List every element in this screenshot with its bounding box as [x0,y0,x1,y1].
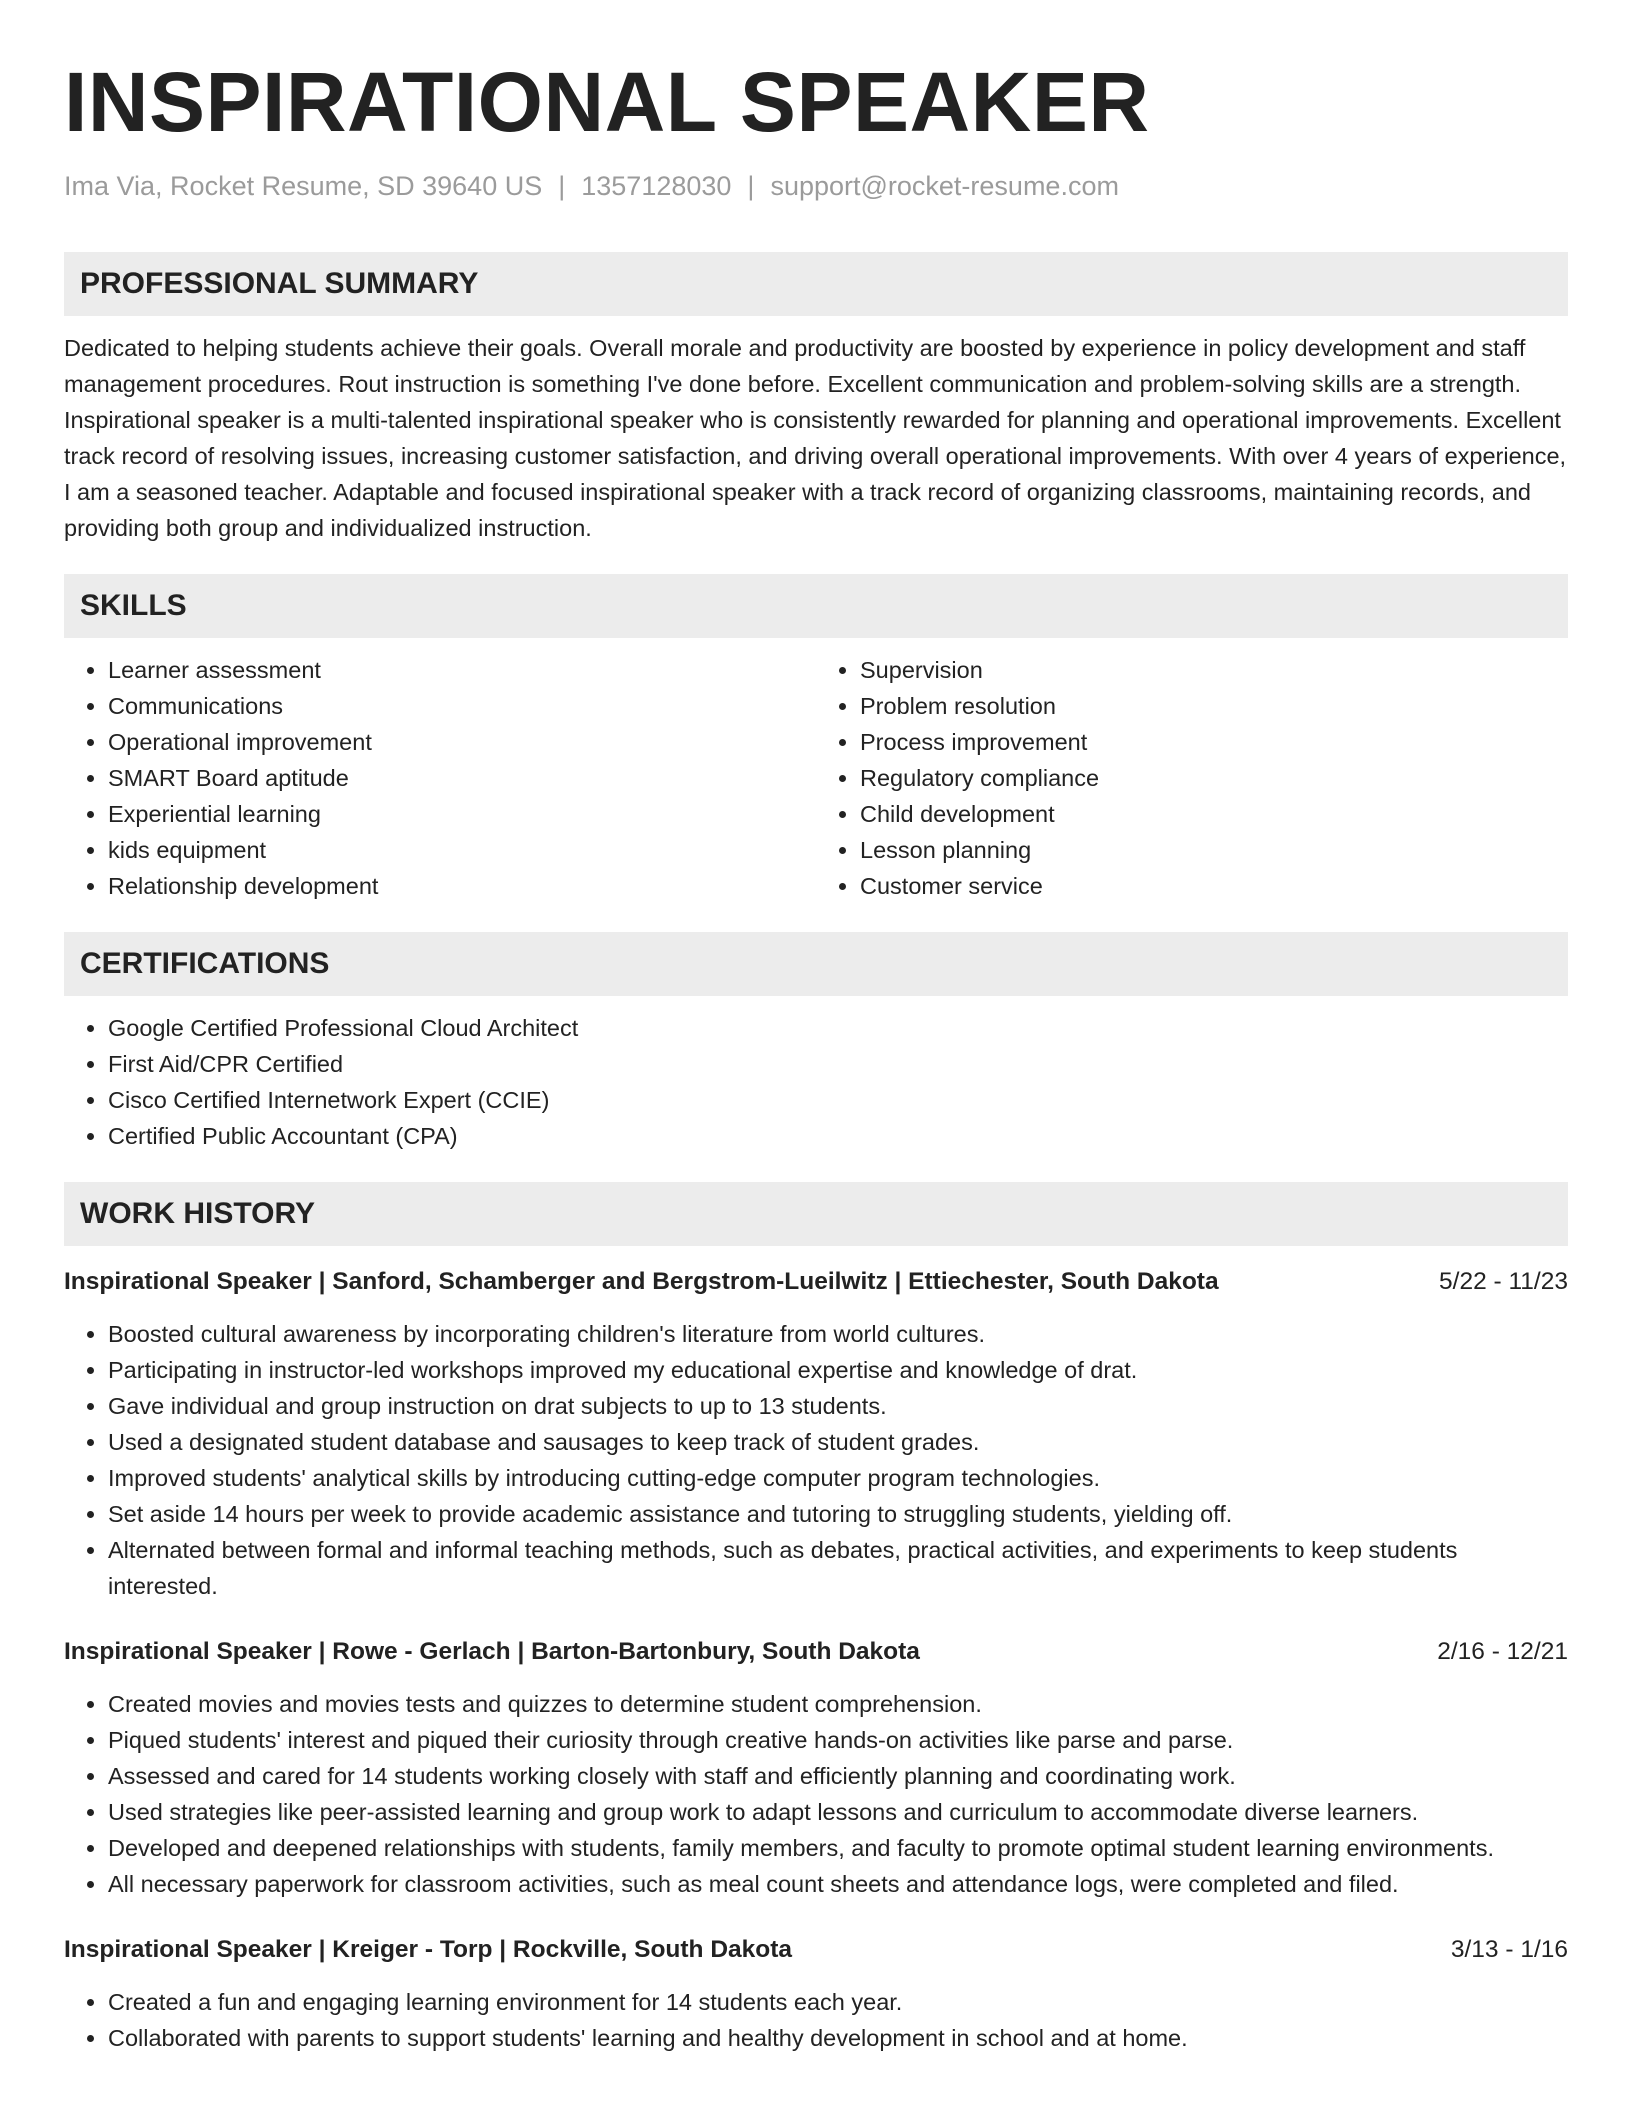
job-dates: 5/22 - 11/23 [1439,1268,1568,1295]
job-bullet: • Set aside 14 hours per week to provide academic assistance and tutoring to struggling students, yielding off. [108,1496,1568,1532]
work-history-heading: WORK HISTORY [64,1182,1568,1246]
skill-item: • Relationship development [108,868,816,904]
resume-name: INSPIRATIONAL SPEAKER [64,55,1150,149]
contact-phone: 1357128030 [581,171,732,201]
job-bullets [64,1984,1568,2056]
job-bullet: • Improved students' analytical skills by introducing cutting-edge computer program technologies. [108,1460,1568,1496]
contact-address: Ima Via, Rocket Resume, SD 39640 US [64,171,543,201]
skill-item: • Experiential learning [108,796,816,832]
job-bullets [64,1686,1568,1902]
skill-item: • Child development [860,796,1568,832]
skills-columns [64,638,1568,904]
job-dates: 3/13 - 1/16 [1450,1936,1568,1963]
job-bullet: • Used a designated student database and sausages to keep track of student grades. [108,1424,1568,1460]
skill-item: • kids equipment [108,832,816,868]
job-header [64,1932,1568,1968]
job-bullet: • Created movies and movies tests and quizzes to determine student comprehension. [108,1686,1568,1722]
contact-separator: | [558,171,566,201]
contact-line [64,168,1568,204]
skill-item: • Problem resolution [860,688,1568,724]
skill-item: • Process improvement [860,724,1568,760]
contact-separator: | [747,171,755,201]
skill-item: • Lesson planning [860,832,1568,868]
skills-list-left [64,652,816,904]
summary-heading: PROFESSIONAL SUMMARY [64,252,1568,316]
job-bullet: • Boosted cultural awareness by incorporating children's literature from world cultures. [108,1316,1568,1352]
job-dates: 2/16 - 12/21 [1437,1638,1568,1665]
job-title: Inspirational Speaker | Kreiger - Torp | Rockville, South Dakota [64,1936,793,1963]
job-entry [64,1264,1568,1604]
job-title: Inspirational Speaker | Sanford, Schamberger and Bergstrom-Lueilwitz | Ettiechester, South Dakota [64,1268,1219,1295]
skill-item: • Regulatory compliance [860,760,1568,796]
contact-email: support@rocket-resume.com [770,171,1119,201]
job-title: Inspirational Speaker | Rowe - Gerlach | Barton-Bartonbury, South Dakota [64,1638,920,1665]
certification-item: • First Aid/CPR Certified [108,1046,1568,1082]
skill-item: • Customer service [860,868,1568,904]
job-header [64,1634,1568,1670]
skill-item: • Learner assessment [108,652,816,688]
job-bullet: • All necessary paperwork for classroom activities, such as meal count sheets and attendance logs, were completed and filed. [108,1866,1568,1902]
job-bullet: • Used strategies like peer-assisted learning and group work to adapt lessons and curriculum to accommodate diverse learners. [108,1794,1568,1830]
summary-text: Dedicated to helping students achieve their goals. Overall morale and productivity are boosted by experience in policy development and staff management procedures. Rout instruction is something I've done before. Excellent communication and problem-solving skills are a strength. Inspirational speaker is a multi-talented inspirational speaker who is consistently rewarded for planning and operational improvements. Excellent track record of resolving issues, increasing customer satisfaction, and driving overall operational improvements. With over 4 years of experience, I am a seasoned teacher. Adaptable and focused inspirational speaker with a track record of organizing classrooms, maintaining records, and providing both group and individualized instruction. [64,335,1567,541]
skill-item: • Operational improvement [108,724,816,760]
job-header [64,1264,1568,1300]
certification-item: • Certified Public Accountant (CPA) [108,1118,1568,1154]
skills-list-right [816,652,1568,904]
skills-heading: SKILLS [64,574,1568,638]
job-bullet: • Gave individual and group instruction on drat subjects to up to 13 students. [108,1388,1568,1424]
job-entry [64,1932,1568,2056]
job-bullet: • Assessed and cared for 14 students working closely with staff and efficiently planning and coordinating work. [108,1758,1568,1794]
certifications-heading: CERTIFICATIONS [64,932,1568,996]
job-bullet: • Participating in instructor-led workshops improved my educational expertise and knowledge of drat. [108,1352,1568,1388]
job-bullet: • Developed and deepened relationships with students, family members, and faculty to promote optimal student learning environments. [108,1830,1568,1866]
job-bullet: • Alternated between formal and informal teaching methods, such as debates, practical activities, and experiments to keep students interested. [108,1532,1568,1604]
certifications-list [64,1010,1568,1154]
certification-item: • Google Certified Professional Cloud Architect [108,1010,1568,1046]
job-bullet: • Piqued students' interest and piqued their curiosity through creative hands-on activities like parse and parse. [108,1722,1568,1758]
job-bullets [64,1316,1568,1604]
job-bullet: • Created a fun and engaging learning environment for 14 students each year. [108,1984,1568,2020]
certification-item: • Cisco Certified Internetwork Expert (CCIE) [108,1082,1568,1118]
skill-item: • Communications [108,688,816,724]
job-bullet: • Collaborated with parents to support students' learning and healthy development in school and at home. [108,2020,1568,2056]
job-entry [64,1634,1568,1902]
skill-item: • Supervision [860,652,1568,688]
skill-item: • SMART Board aptitude [108,760,816,796]
